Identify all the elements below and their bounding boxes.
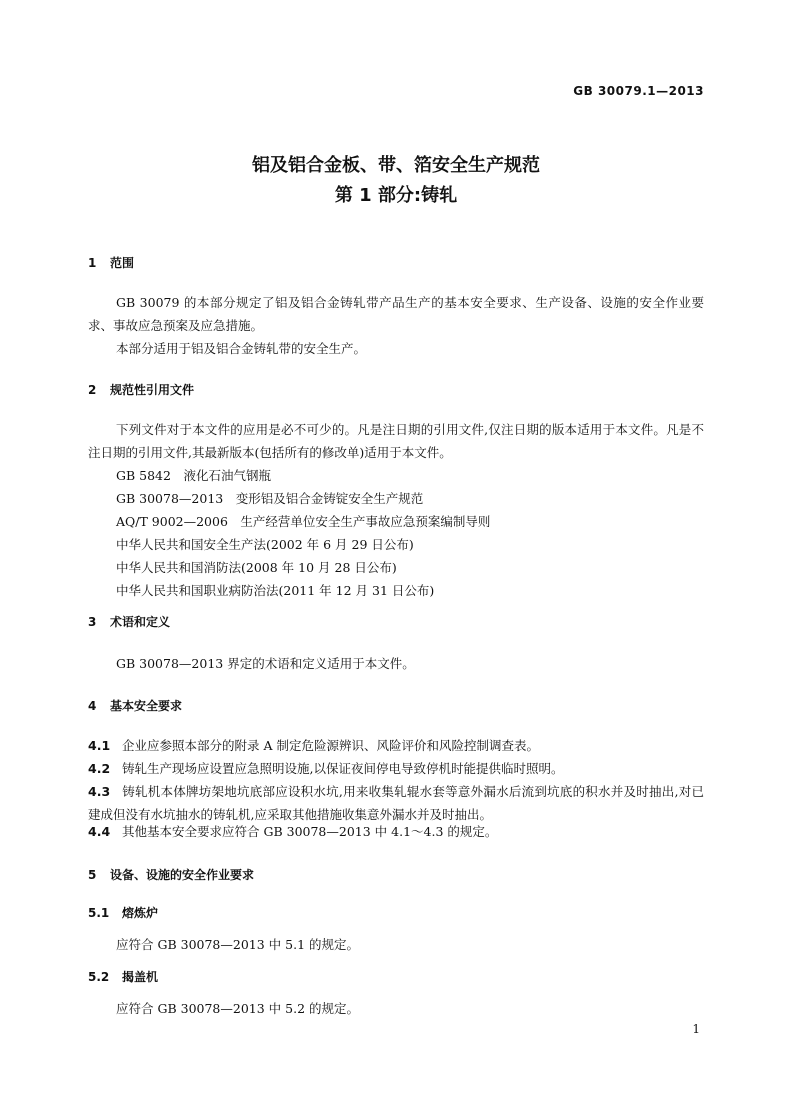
clause-text: 铸轧机本体牌坊架地坑底部应设积水坑,用来收集轧辊水套等意外漏水后流到坑底的积水并及时抽出,对已建成但没有水坑抽水的铸轧机,应采取其他措施收集意外漏水并及时抽出。 xyxy=(88,784,704,822)
section-title: 术语和定义 xyxy=(110,615,171,629)
section-number: 4 xyxy=(88,699,97,713)
clause-text: 铸轧生产现场应设置应急照明设施,以保证夜间停电导致停机时能提供临时照明。 xyxy=(122,761,564,776)
section-1-para-1: GB 30079 的本部分规定了铝及铝合金铸轧带产品生产的基本安全要求、生产设备、设施的安全作业要求、事故应急预案及应急措施。 xyxy=(88,295,704,333)
subsection-5-2-heading xyxy=(88,968,158,985)
section-3-para-1: GB 30078—2013 界定的术语和定义适用于本文件。 xyxy=(116,656,415,671)
section-title: 基本安全要求 xyxy=(110,699,183,713)
reference-item: GB 5842 液化石油气钢瓶 xyxy=(116,468,271,483)
reference-item: AQ/T 9002—2006 生产经营单位安全生产事故应急预案编制导则 xyxy=(116,514,491,529)
reference-item: GB 30078—2013 变形铝及铝合金铸锭安全生产规范 xyxy=(116,491,424,506)
section-title: 范围 xyxy=(110,256,135,270)
clause-number: 4.2 xyxy=(88,761,111,776)
section-2-para-1: 下列文件对于本文件的应用是必不可少的。凡是注日期的引用文件,仅注日期的版本适用于本文件。凡是不注日期的引用文件,其最新版本(包括所有的修改单)适用于本文件。 xyxy=(88,422,704,460)
section-5-heading xyxy=(88,866,254,883)
document-subtitle: 第 1 部分:铸轧 xyxy=(334,185,458,206)
section-number: 2 xyxy=(88,383,97,397)
section-number: 3 xyxy=(88,615,97,629)
section-4-heading xyxy=(88,697,182,714)
standard-code: GB 30079.1—2013 xyxy=(573,84,704,98)
clause-item xyxy=(88,820,704,843)
section-number: 5 xyxy=(88,868,97,882)
clause-number: 4.1 xyxy=(88,738,111,753)
clause-item xyxy=(88,734,704,757)
page-number: 1 xyxy=(692,1022,700,1036)
clause-text: 企业应参照本部分的附录 A 制定危险源辨识、风险评价和风险控制调查表。 xyxy=(122,738,539,753)
section-1-heading xyxy=(88,254,134,271)
section-3-heading xyxy=(88,613,170,630)
subsection-title: 熔炼炉 xyxy=(122,906,159,920)
section-title: 规范性引用文件 xyxy=(110,383,195,397)
document-title: 铝及铝合金板、带、箔安全生产规范 xyxy=(252,155,540,176)
subsection-title: 揭盖机 xyxy=(122,970,159,984)
subsection-number: 5.1 xyxy=(88,906,110,920)
reference-item: 中华人民共和国安全生产法(2002 年 6 月 29 日公布) xyxy=(116,537,414,552)
clause-item xyxy=(88,757,704,780)
reference-item: 中华人民共和国职业病防治法(2011 年 12 月 31 日公布) xyxy=(116,583,435,598)
clause-text: 其他基本安全要求应符合 GB 30078—2013 中 4.1～4.3 的规定。 xyxy=(122,824,498,839)
subsection-5-2-text: 应符合 GB 30078—2013 中 5.2 的规定。 xyxy=(116,1001,359,1016)
clause-number: 4.4 xyxy=(88,824,111,839)
subsection-5-1-heading xyxy=(88,904,158,921)
section-1-para-2: 本部分适用于铝及铝合金铸轧带的安全生产。 xyxy=(116,341,367,356)
section-number: 1 xyxy=(88,256,97,270)
subsection-number: 5.2 xyxy=(88,970,110,984)
section-title: 设备、设施的安全作业要求 xyxy=(110,868,255,882)
clause-number: 4.3 xyxy=(88,784,111,799)
reference-item: 中华人民共和国消防法(2008 年 10 月 28 日公布) xyxy=(116,560,397,575)
section-2-heading xyxy=(88,381,194,398)
subsection-5-1-text: 应符合 GB 30078—2013 中 5.1 的规定。 xyxy=(116,937,359,952)
